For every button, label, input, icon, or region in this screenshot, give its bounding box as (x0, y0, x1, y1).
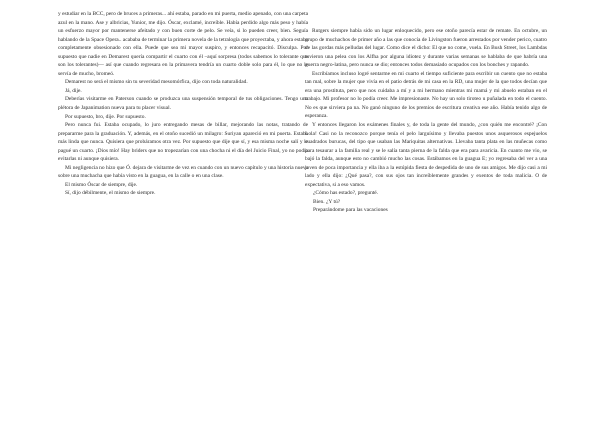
paragraph: Pero nunca fui. Estaba ocupado, lo juro entregando mesas de billar, mejorando las notas, tratando de prepararme para la graduación. Y, además, en el otoño sucedió un milagro: Suriyan apareció en mi puerta. Estaba más linda que nunca. Quisiera que probáramos otra vez. Por supuesto que dije que sí, y esa misma noche salí y le pagué un cuarto. ¡Dios mío! Hay briders que no tropezarían con una chocha ni el día del Juicio Final, yo no podía evitarlas ni aunque quisiera. (58, 122, 308, 163)
dialog-line: ¿Cómo has estado?, pregunté. (313, 190, 379, 197)
paragraph: El mismo Óscar de siempre, dije. (65, 181, 138, 188)
paragraph: Rutgers siempre había sido un lugar enloquecido, pero ese otoño parecía estar de remate. En octubre, un grupo de muchachos de primer año a las que conocía de Livingston fueron arrestados por vender perico, cuatro de las gordas más pelludas del lugar. Como dice el dicho: El que no come, vuela. En Bush Street, los Lambdas tuvieron una pelea con los Alfha por alguna idiotez y durante varias semanas se hablaba de que habría una guerra negro-latina, pero nunca se dio; entonces todos demasiado ocupados con los bonches y rapando. (305, 28, 547, 69)
left-page (58, 10, 308, 198)
paragraph: Escribíamos incluso logré sentarme en mi cuarto el tiempo suficiente para escribir un cuento que no estaba tan mal, sobre la mujer que vivía en el patio detrás de mi casa en la RD, una mujer de la que todos decían que era una prostituta, pero que nos cuidaba a mí y a mi hermano mientras mi mamá y mi abuelo estaban en el trabajo. Mi profesor no lo podía creer. Me impresionaste. No hay un solo tiroteo u puñalada en todo el cuento. No es que sirviera pa na. No ganó ninguno de los premios de escritura creativa ese año. Había tenido algo de esperanza. (305, 70, 547, 120)
paragraph: Demarest no será el mismo sin tu severidad mesomórfica, dijo con toda naturalidad. (65, 79, 248, 86)
right-page (305, 27, 547, 215)
dialog-line: Preparándome para las vacaciones (313, 207, 388, 214)
paragraph: Sí, dijo débilmente, el mismo de siempre. (65, 190, 156, 197)
paragraph: Y entonces llegaron los exámenes finales y, de toda la gente del mundo, ¿con quién me encontré? ¡Con Lola! Casi no la reconozco porque tenía el pelo larguísimo y llevaba puestos unos asquerosos espejuelos cuadrados burucas, del tipo que usaban las Mariquitas alternativas. Llevaba tanta plata en las muñecas como para tesaurar a la familia real y se le salía tanta pierna de la falda que era para avaricia. En cuanto me vio, se bajó la falda, aunque esto no cambió mucho las cosas. Estábamos en la guagua E; yo regresaba del ver a una joven de poca importancia y ella iba a la estúpida fiesta de despedida de uno de sus amigos. Me dijo casi a mi lado y ella dijo: ¿Qué pasa?, con sus ojos tan increíblemente grandes y exentos de toda malicia. O de expectativa, si a eso vamos. (305, 122, 547, 188)
paragraph: Deberías visitarme en Paterson cuando se produzca una suspensión temporal de tus obligaciones. Tengo una plétora de Japanimation nueva para tu placer visual. (58, 96, 308, 112)
paragraph: Mi negligencia no hizo que Ó. dejara de visitarme de vez en cuando con un nuevo capítulo y una historia nueva sobre una muchacha que había visto en la guagua, en la calle o en una clase. (58, 164, 308, 180)
dialog-line: Bien. ¿Y tú? (313, 198, 341, 205)
paragraph: y estudiar en la BCC, pero de bruces a primeras... ahí estaba, parado en mi puerta, medio apenado, con una carpeta azul en la mano. Ase y albricias, Yunior, me dijo. Óscar, exclamé, increíble. Había perdido algo más peso y había un esfuerzo mayor por mantenerse afeitado y con buen corte de pelo. Se veía, si lo pueden creer, bien. Seguía hablando de la Space Opera.. acababa de terminar la primera novela de la tetralogía que proyectaba, y ahora estaba completamente obsesionado con ella. Puede que sea mi mayor suspiro, y entonces recapacitó. Disculpa. Por supuesto que nadie en Demarest quería compartir el cuarto con él –aquí sorpresa (todos sabemos lo tolerante que son los tolerantes)— así que cuando regresara en la primavera tendría un cuarto doble solo para él, lo que no le servía de mucho, bromeó. (58, 11, 308, 77)
paragraph: Por supuesto, bro, dije. Por supuesto. (65, 113, 146, 120)
paragraph: Já, dije. (65, 87, 82, 94)
